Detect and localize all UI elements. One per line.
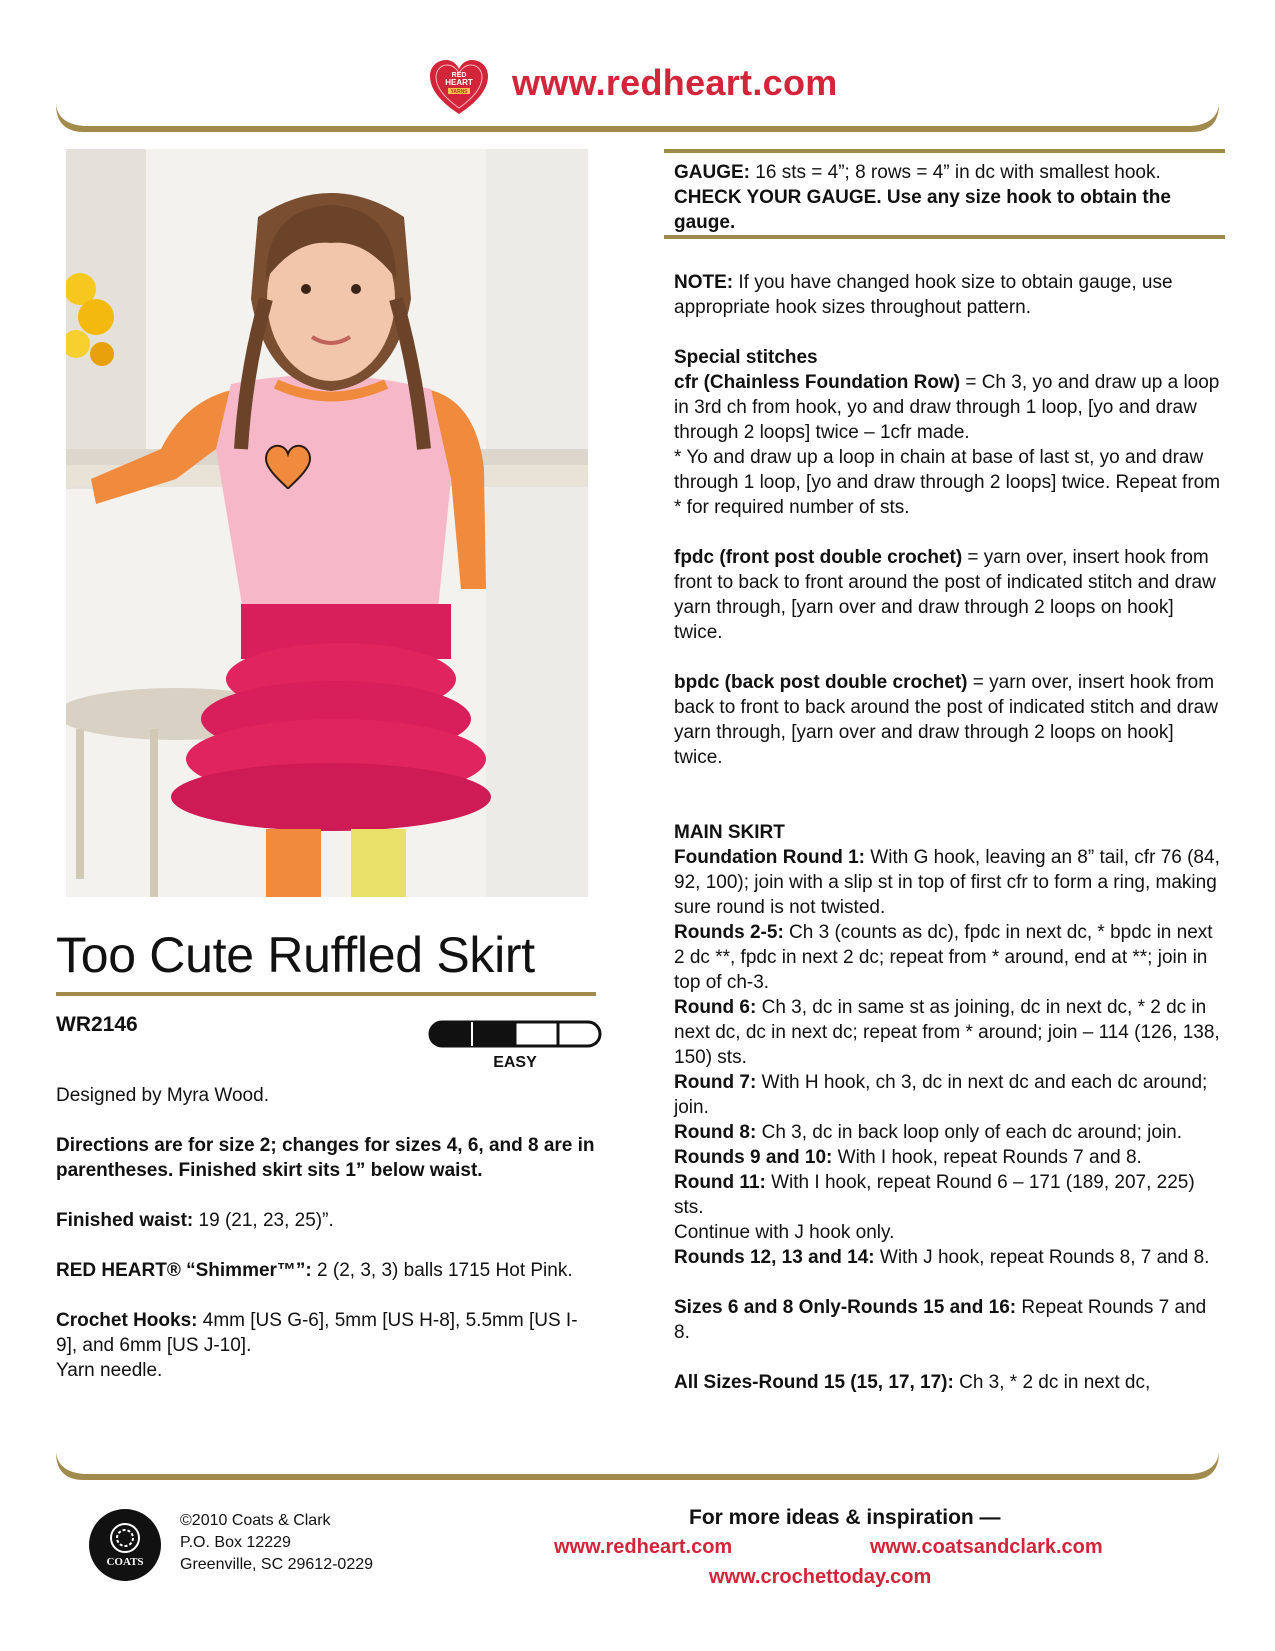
svg-text:COATS: COATS — [106, 1556, 144, 1568]
note-block: NOTE: If you have changed hook size to obtain gauge, use appropriate hook sizes throughout pattern. — [674, 272, 1173, 318]
round-item: Round 7: With H hook, ch 3, dc in next dc and each dc around; join. — [674, 1072, 1208, 1118]
svg-text:YARNS: YARNS — [450, 89, 468, 95]
special-stitches: Special stitches cfr (Chainless Foundation Row) = Ch 3, yo and draw up a loop in 3rd ch from hook, yo and draw through 1 loop, [yo and draw through 2 loops] twice – 1cfr made. * Yo and draw up a loop in chain at base of last st, yo and draw through 1 loop, [yo and draw through 2 loops] twice. Repeat from * for required number of sts. — [674, 347, 1221, 518]
main-skirt-section — [674, 820, 1224, 1270]
city-state-zip: Greenville, SC 29612-0229 — [180, 1556, 374, 1573]
more-ideas-heading: For more ideas & inspiration — — [689, 1506, 1001, 1529]
round-item: Round 11: With I hook, repeat Round 6 – 171 (189, 207, 225) sts. — [674, 1172, 1195, 1218]
svg-text:RED: RED — [451, 72, 467, 79]
pattern-code: WR2146 — [56, 1013, 138, 1036]
title-rule — [56, 992, 596, 996]
round-item: Round 8: Ch 3, dc in back loop only of each dc around; join. — [674, 1122, 1182, 1143]
gauge-top-rule — [664, 149, 1225, 153]
directions: Directions are for size 2; changes for sizes 4, 6, and 8 are in parentheses. Finished skirt sits 1” below waist. — [56, 1135, 595, 1181]
product-photo — [66, 149, 588, 897]
instructions — [674, 160, 1224, 1395]
po-box: P.O. Box 12229 — [180, 1534, 291, 1551]
round-item: Round 6: Ch 3, dc in same st as joining, dc in next dc, * 2 dc in next dc, dc in next dc; repeat from * around; join – 114 (126, 138, 150) sts. — [674, 997, 1220, 1068]
round-item: Rounds 12, 13 and 14: With J hook, repeat Rounds 8, 7 and 8. — [674, 1247, 1210, 1268]
round-item: Rounds 9 and 10: With I hook, repeat Rounds 7 and 8. — [674, 1147, 1142, 1168]
link-coatsandclark[interactable]: www.coatsandclark.com — [870, 1536, 1103, 1558]
link-redheart[interactable]: www.redheart.com — [554, 1536, 733, 1558]
round-item: Foundation Round 1: With G hook, leaving an 8” tail, cfr 76 (84, 92, 100); join with a slip st in top of first cfr to form a ring, making sure round is not twisted. — [674, 847, 1220, 918]
company-address — [180, 1510, 373, 1576]
main-skirt-heading: MAIN SKIRT — [674, 822, 785, 843]
svg-text:HEART: HEART — [445, 78, 473, 87]
finished-waist: Finished waist: 19 (21, 23, 25)”. — [56, 1210, 334, 1231]
fpdc-definition: fpdc (front post double crochet) = yarn over, insert hook from front to back to front around the post of indicated stitch and draw yarn through, [yarn over and draw through 2 loops on hook] twice. — [674, 547, 1216, 643]
skill-level-label: EASY — [493, 1054, 537, 1071]
skill-level-indicator — [428, 1018, 602, 1072]
hooks-info: Crochet Hooks: 4mm [US G-6], 5mm [US H-8], 5.5mm [US I-9], and 6mm [US J-10]. — [56, 1310, 578, 1356]
yarn-info: RED HEART® “Shimmer™”: 2 (2, 3, 3) balls 1715 Hot Pink. — [56, 1260, 573, 1281]
pattern-title: Too Cute Ruffled Skirt — [56, 927, 535, 983]
sizes-6-8-round: Sizes 6 and 8 Only-Rounds 15 and 16: Repeat Rounds 7 and 8. — [674, 1297, 1207, 1343]
link-crochettoday[interactable]: www.crochettoday.com — [709, 1566, 932, 1588]
yarn-needle: Yarn needle. — [56, 1360, 163, 1381]
footer-swoosh-divider — [56, 1452, 1219, 1480]
round-item: Rounds 2-5: Ch 3 (counts as dc), fpdc in next dc, * bpdc in next 2 dc **, fpdc in next 2 dc; repeat from * around, end at **; join in top of ch-3. — [674, 922, 1213, 993]
bpdc-definition: bpdc (back post double crochet) = yarn over, insert hook from back to front to back around the post of indicated stitch and draw yarn through, [yarn over and draw through 2 loops on hook] twice. — [674, 672, 1218, 768]
round-item: Continue with J hook only. — [674, 1222, 895, 1243]
designer: Designed by Myra Wood. — [56, 1085, 269, 1106]
gauge-block: GAUGE: 16 sts = 4”; 8 rows = 4” in dc with smallest hook. CHECK YOUR GAUGE. Use any size hook to obtain the gauge. — [674, 162, 1171, 233]
site-url[interactable]: www.redheart.com — [512, 62, 838, 103]
coats-logo — [88, 1508, 162, 1582]
all-sizes-round: All Sizes-Round 15 (15, 17, 17): Ch 3, * 2 dc in next dc, — [674, 1372, 1151, 1393]
pattern-details — [56, 1083, 596, 1383]
copyright: ©2010 Coats & Clark — [180, 1512, 331, 1529]
header-swoosh-divider — [56, 104, 1219, 132]
